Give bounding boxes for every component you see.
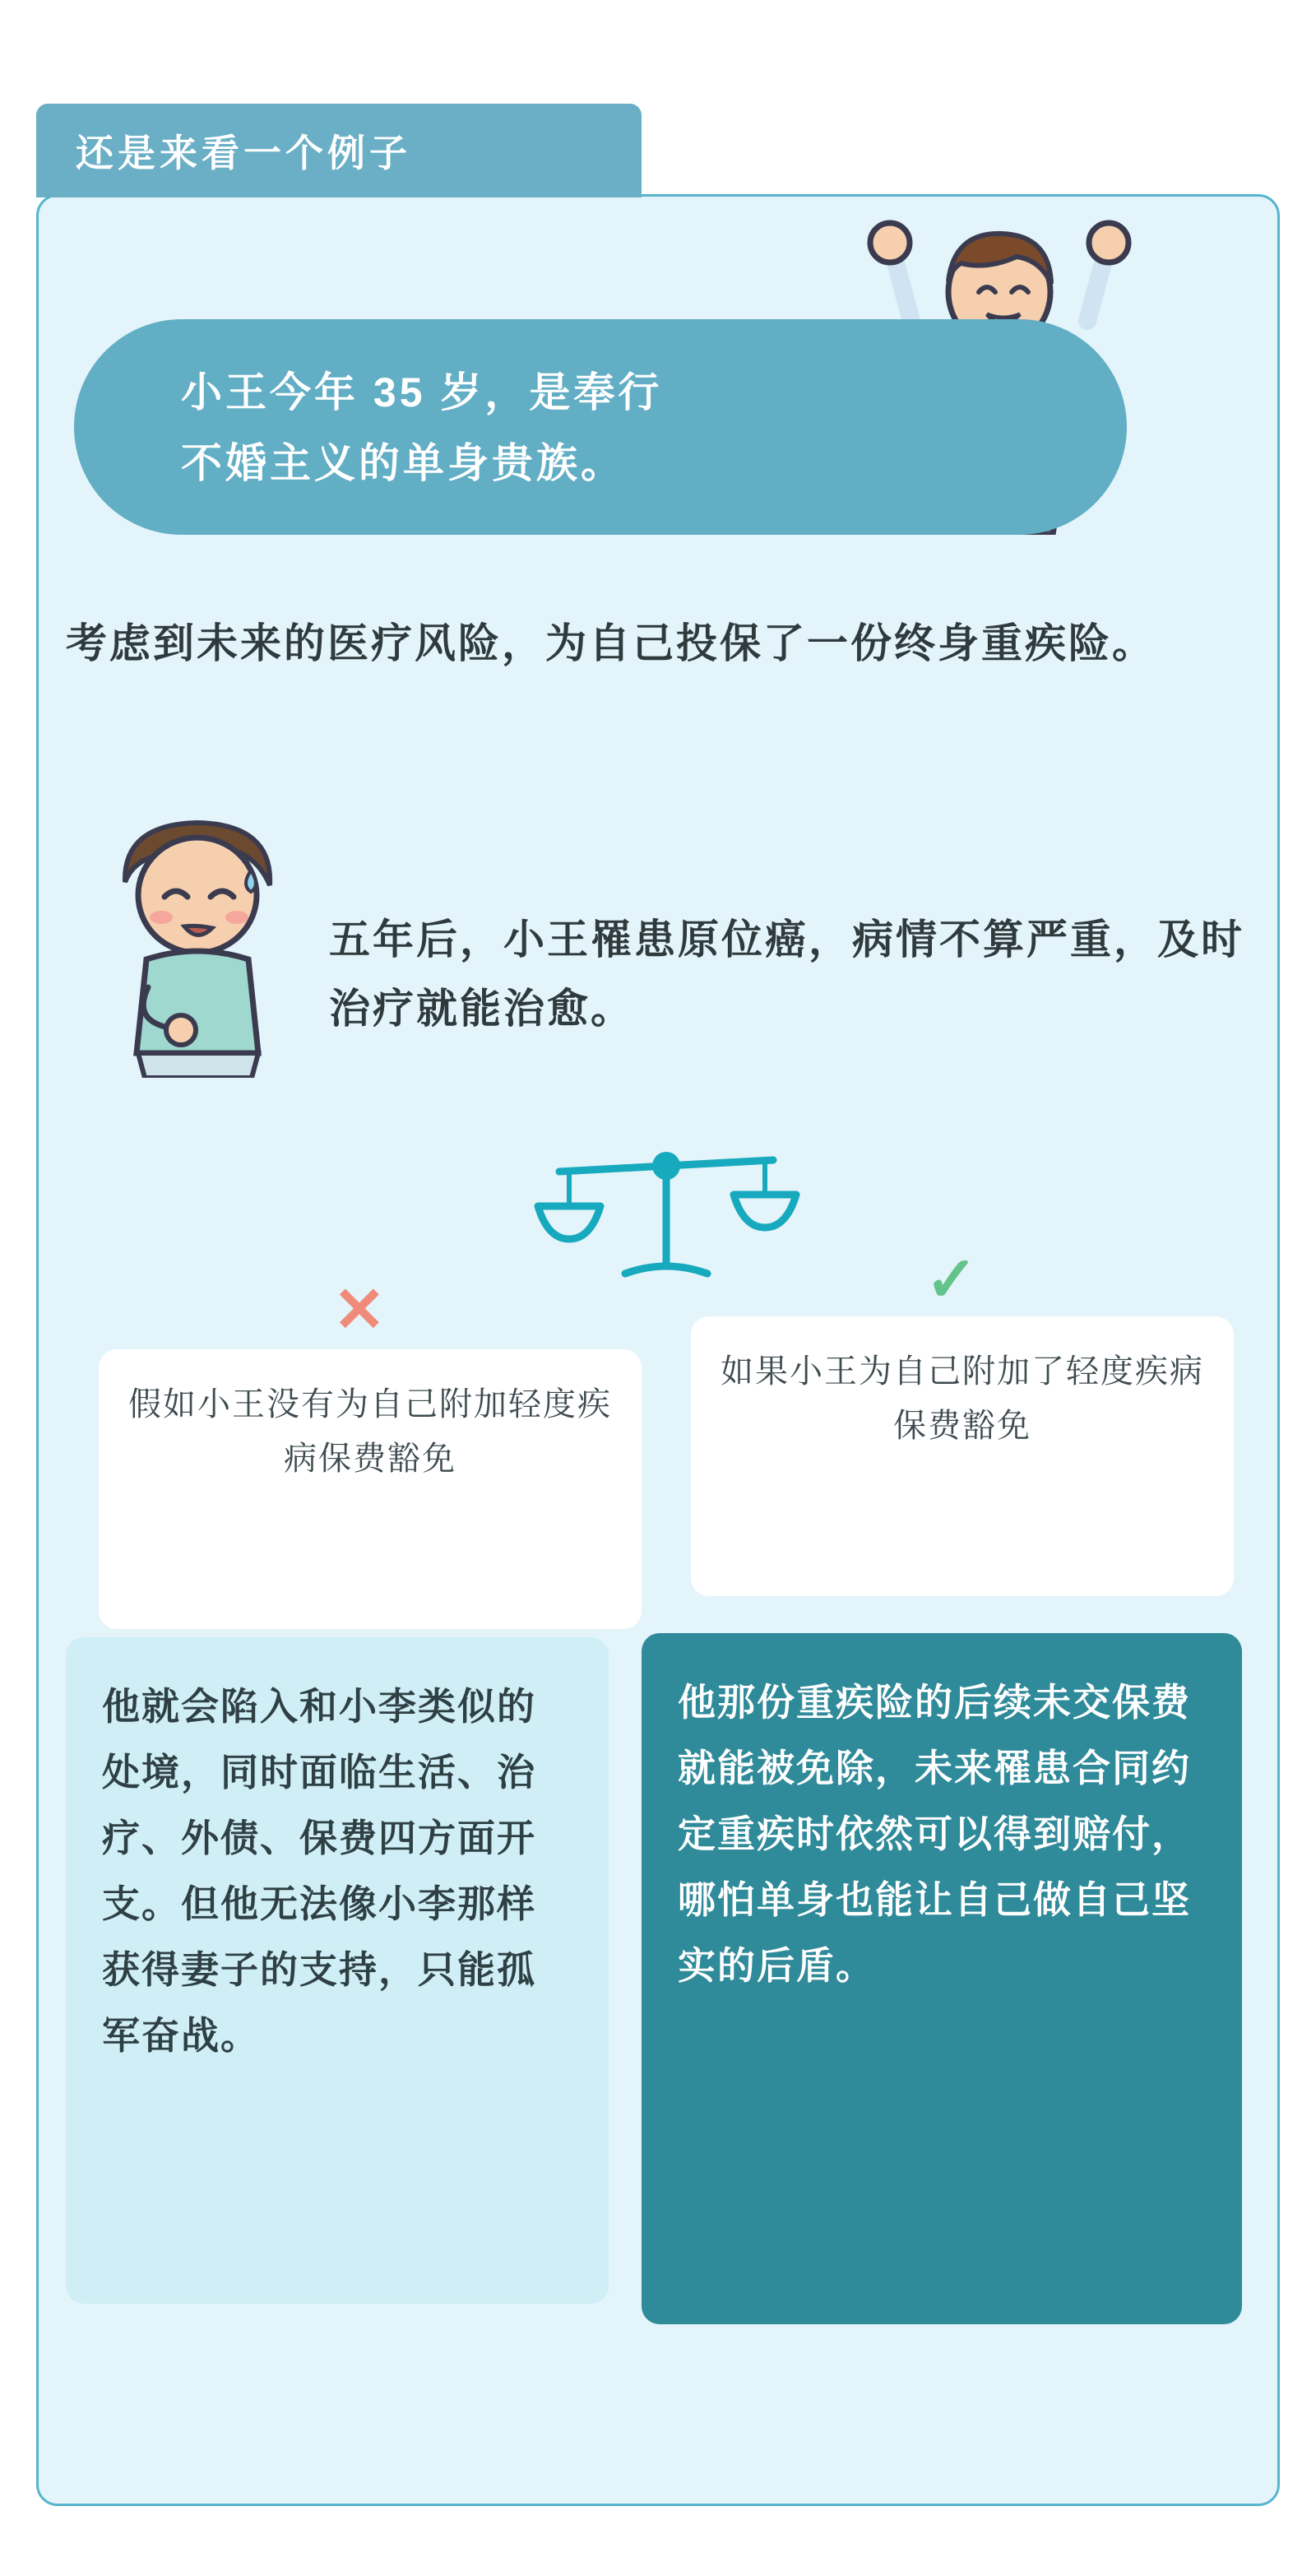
- result-text: 他那份重疾险的后续未交保费就能被免除，未来罹患合同约定重疾时依然可以得到赔付，哪怕单身也能让自己做自己坚实的后盾。: [678, 1681, 1191, 1987]
- condition-card-negative: [99, 1349, 642, 1629]
- story-paragraph: 五年后，小王罹患原位癌，病情不算严重，及时治疗就能治愈。: [329, 917, 1244, 1032]
- balance-scale-icon: [526, 1135, 806, 1300]
- condition-text: 假如小王没有为自己附加轻度疾病保费豁免: [128, 1386, 612, 1477]
- intro-paragraph: 考虑到未来的医疗风险，为自己投保了一份终身重疾险。: [66, 620, 1156, 666]
- sick-boy-illustration: [82, 806, 313, 1078]
- header-tab: [36, 104, 642, 197]
- condition-text: 如果小王为自己附加了轻度疾病保费豁免: [721, 1353, 1204, 1444]
- result-card-negative: [66, 1637, 609, 2304]
- cross-icon: ✕: [333, 1275, 386, 1345]
- result-text: 他就会陷入和小李类似的处境，同时面临生活、治疗、外债、保费四方面开支。但他无法像小李那样获得妻子的支持，只能孤军奋战。: [102, 1685, 536, 2057]
- speech-bubble: [74, 319, 1127, 535]
- page-title: 还是来看一个例子: [76, 132, 411, 174]
- condition-card-positive: [691, 1316, 1234, 1596]
- bubble-line-2: 不婚主义的单身贵族。: [181, 440, 625, 486]
- check-icon: ✓: [925, 1245, 978, 1315]
- result-card-positive: [642, 1633, 1242, 2324]
- bubble-line-1: 小王今年 35 岁，是奉行: [181, 369, 663, 415]
